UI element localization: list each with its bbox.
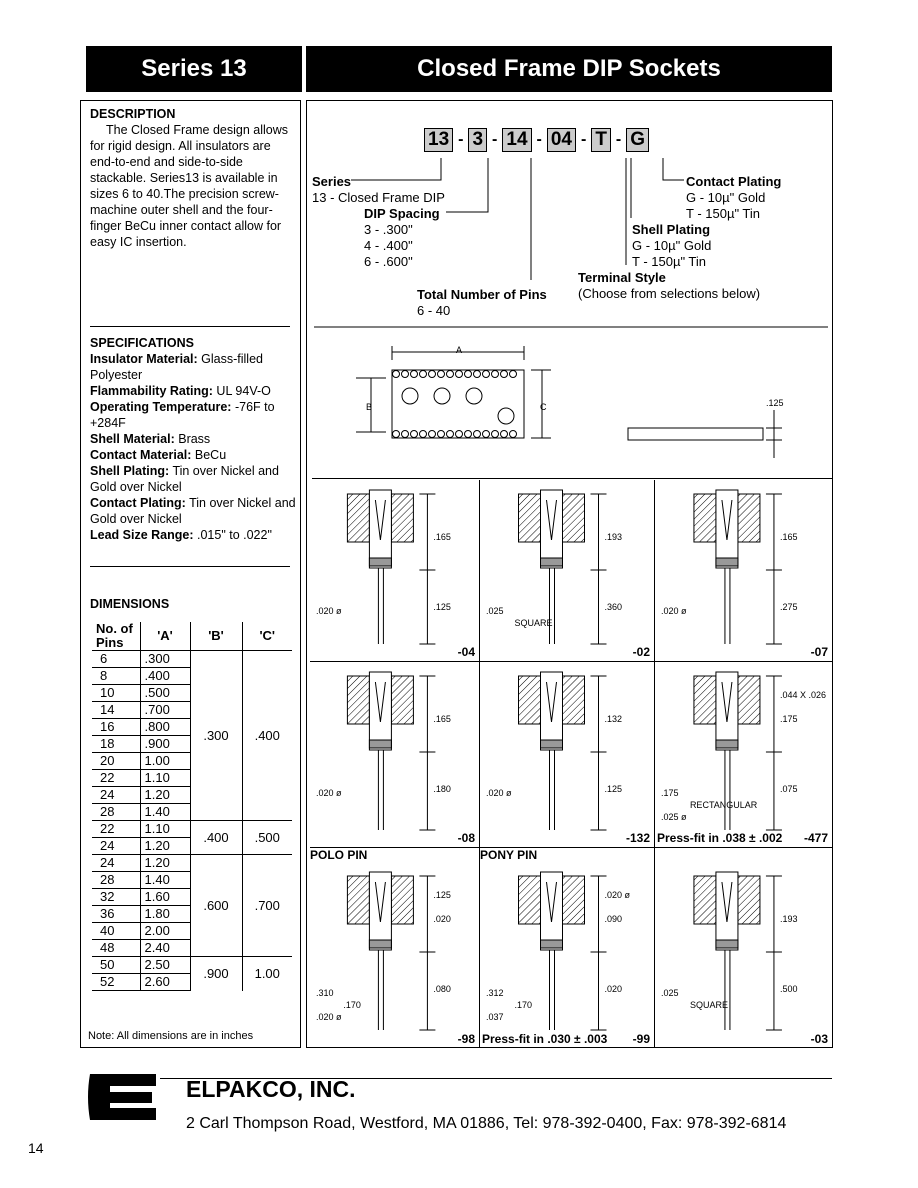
pin-hole (456, 371, 463, 378)
company-address: 2 Carl Thompson Road, Westford, MA 01886, Tel: 978-392-0400, Fax: 978-392-6814 (186, 1115, 787, 1132)
b-cell: .400 (190, 821, 242, 855)
pins-cell: 28 (92, 872, 140, 889)
style-label-2: Press-fit in .030 ± .003 (482, 1032, 608, 1046)
spec-label: Lead Size Range: (90, 528, 194, 542)
title-header (306, 46, 832, 92)
dimensions-table (92, 622, 297, 991)
spec-item (90, 383, 296, 399)
specifications-heading: SPECIFICATIONS (90, 336, 194, 350)
dimension-label: .175 (779, 714, 798, 724)
dimension-label: .165 (779, 532, 798, 542)
pins-cell: 48 (92, 940, 140, 957)
dip-spacing-0: 3 - .300" (364, 222, 413, 237)
spec-value: BeCu (194, 448, 227, 462)
dimension-label: RECTANGULAR (689, 800, 758, 810)
pin-hole (402, 431, 409, 438)
style-code: -04 (457, 645, 475, 659)
terminal-style-98 (310, 848, 480, 1048)
spec-item (90, 399, 296, 431)
dimensions-heading: DIMENSIONS (90, 597, 170, 611)
pin-hole (510, 431, 517, 438)
a-cell: .300 (140, 651, 190, 668)
dim-a-label: A (456, 345, 463, 355)
divider (90, 326, 290, 327)
col-pins-header: No. of Pins (92, 622, 140, 651)
pins-cell: 50 (92, 957, 140, 974)
terminal-style-99 (480, 848, 655, 1048)
pin-hole (438, 371, 445, 378)
dimension-label: .500 (779, 984, 798, 994)
dimension-label: .165 (433, 714, 451, 724)
a-cell: .700 (140, 702, 190, 719)
dimension-label: .025 (661, 988, 679, 998)
pin-hole (483, 371, 490, 378)
spec-value: Tin over Nickel and Gold over Nickel (90, 496, 296, 526)
style-label: POLO PIN (310, 848, 368, 862)
dimension-label: .037 (486, 1012, 504, 1022)
dimension-label: .025 ø (661, 812, 687, 822)
pin-hole (474, 371, 481, 378)
pin-hole (501, 371, 508, 378)
pins-cell: 10 (92, 685, 140, 702)
series-title: Series 13 (141, 55, 247, 82)
pins-cell: 8 (92, 668, 140, 685)
terminal-drawing (480, 480, 655, 662)
dimension-label: .275 (779, 602, 798, 612)
pin-hole (492, 371, 499, 378)
table-row (92, 821, 292, 838)
series-header (86, 46, 302, 92)
elpakco-logo (84, 1064, 160, 1130)
contact-plating-1: T - 150µ" Tin (686, 206, 761, 221)
table-row (92, 651, 292, 668)
spec-label: Shell Material: (90, 432, 175, 446)
a-cell: .900 (140, 736, 190, 753)
pin-hole (447, 431, 454, 438)
c-cell: .500 (242, 821, 292, 855)
a-cell: 1.40 (140, 872, 190, 889)
pins-cell: 52 (92, 974, 140, 991)
pins-cell: 24 (92, 838, 140, 855)
style-code: -08 (457, 831, 475, 845)
terminal-style-477 (655, 662, 832, 848)
pin-hole (402, 371, 409, 378)
shell-plating-callout (632, 222, 711, 270)
spec-item (90, 527, 296, 543)
terminal-drawing (480, 848, 655, 1048)
pin-hole (456, 431, 463, 438)
spec-label: Operating Temperature: (90, 400, 232, 414)
style-code: -477 (803, 831, 828, 845)
a-cell: 1.40 (140, 804, 190, 821)
a-cell: 1.60 (140, 889, 190, 906)
c-cell: .400 (242, 651, 292, 821)
dimension-label: .020 (604, 984, 623, 994)
a-cell: .800 (140, 719, 190, 736)
code-series: 13 (424, 128, 453, 152)
dim-height-label: .125 (766, 398, 784, 408)
terminal-label: Terminal Style (578, 270, 666, 285)
terminal-value: (Choose from selections below) (578, 286, 761, 301)
table-row (92, 855, 292, 872)
dimension-label: .175 (661, 788, 679, 798)
shell-plating-label: Shell Plating (632, 222, 711, 237)
dimension-label: .020 ø (316, 606, 342, 616)
pins-cell: 24 (92, 787, 140, 804)
shell-plating-1: T - 150µ" Tin (632, 254, 707, 269)
terminal-drawing (310, 480, 480, 662)
pins-callout (417, 287, 547, 319)
dimension-label: SQUARE (689, 1000, 728, 1010)
dimension-label: .360 (604, 602, 623, 612)
pin-hole (483, 431, 490, 438)
spec-value: Tin over Nickel and Gold over Nickel (90, 464, 279, 494)
table-row (92, 957, 292, 974)
pins-cell: 22 (92, 821, 140, 838)
dimension-label: .125 (433, 890, 451, 900)
pin-hole (429, 431, 436, 438)
dimensions-note: Note: All dimensions are in inches (88, 1030, 254, 1042)
col-b-header: 'B' (190, 622, 242, 651)
pins-value: 6 - 40 (417, 303, 451, 318)
spec-label: Contact Plating: (90, 496, 186, 510)
style-code: -07 (810, 645, 828, 659)
a-cell: 2.50 (140, 957, 190, 974)
specifications-section (90, 335, 296, 543)
pin-hole (447, 371, 454, 378)
terminal-callout (578, 270, 760, 302)
dimension-label: .193 (604, 532, 623, 542)
dimension-label: .125 (604, 784, 623, 794)
dimension-label: .020 ø (486, 788, 512, 798)
spec-item (90, 431, 296, 447)
style-code: -132 (625, 831, 650, 845)
col-a-header: 'A' (140, 622, 190, 651)
pin-hole (393, 431, 400, 438)
terminal-style-132 (480, 662, 655, 848)
dip-spacing-1: 4 - .400" (364, 238, 413, 253)
a-cell: 1.00 (140, 753, 190, 770)
dimension-label: .025 (486, 606, 504, 616)
description-section (90, 106, 296, 250)
pin-hole (510, 371, 517, 378)
contact-plating-callout (686, 174, 781, 222)
pin-hole (420, 371, 427, 378)
a-cell: .400 (140, 668, 190, 685)
pin-hole (411, 371, 418, 378)
style-label: PONY PIN (480, 848, 538, 862)
terminal-drawing (480, 662, 655, 848)
col-c-header: 'C' (242, 622, 292, 651)
dimension-label: .090 (604, 914, 623, 924)
terminal-drawing (655, 848, 832, 1048)
terminal-drawing (655, 480, 832, 662)
series-value: 13 - Closed Frame DIP (312, 190, 445, 205)
spec-value: -76F to +284F (90, 400, 275, 430)
a-cell: 2.40 (140, 940, 190, 957)
page-title: Closed Frame DIP Sockets (417, 55, 721, 82)
style-code: -03 (810, 1032, 828, 1046)
style-code: -02 (632, 645, 650, 659)
dimension-label: .310 (316, 988, 334, 998)
b-cell: .600 (190, 855, 242, 957)
part-number-code: 13 - 3 - 14 - 04 - T - G (424, 128, 649, 152)
code-spacing: 3 (468, 128, 487, 152)
terminal-style-08 (310, 662, 480, 848)
dimension-label: .170 (514, 1000, 533, 1010)
pin-hole (492, 431, 499, 438)
divider (90, 566, 290, 567)
dimension-label: .180 (433, 784, 451, 794)
terminal-style-04 (310, 480, 480, 662)
pins-cell: 20 (92, 753, 140, 770)
spec-item (90, 351, 296, 383)
contact-plating-label: Contact Plating (686, 174, 782, 189)
pin-hole (429, 371, 436, 378)
dimension-label: .193 (779, 914, 798, 924)
dim-c-label: C (540, 402, 547, 412)
dimension-label: .165 (433, 532, 451, 542)
dimension-label: .170 (343, 1000, 361, 1010)
description-heading: DESCRIPTION (90, 107, 176, 121)
c-cell: .700 (242, 855, 292, 957)
style-label: Press-fit in .038 ± .002 (657, 831, 783, 845)
dimension-label: .020 (433, 914, 451, 924)
pins-cell: 22 (92, 770, 140, 787)
a-cell: 1.20 (140, 838, 190, 855)
pin-hole (465, 431, 472, 438)
pin-hole (438, 431, 445, 438)
spec-label: Contact Material: (90, 448, 192, 462)
spec-value: .015" to .022" (196, 528, 272, 542)
pins-cell: 18 (92, 736, 140, 753)
socket-diagram (356, 340, 796, 470)
pin-hole (474, 431, 481, 438)
company-name: ELPAKCO, INC. (186, 1076, 356, 1102)
a-cell: 1.20 (140, 787, 190, 804)
pins-cell: 32 (92, 889, 140, 906)
code-pins: 14 (502, 128, 531, 152)
dimension-label: .020 ø (316, 788, 342, 798)
page-number: 14 (28, 1140, 44, 1156)
terminal-drawing (310, 662, 480, 848)
pins-cell: 16 (92, 719, 140, 736)
dip-spacing-2: 6 - .600" (364, 254, 413, 269)
dimension-label: .020 ø (661, 606, 687, 616)
a-cell: 2.60 (140, 974, 190, 991)
pin-hole (420, 431, 427, 438)
contact-plating-0: G - 10µ" Gold (686, 190, 766, 205)
divider (312, 478, 832, 479)
pin-hole (501, 431, 508, 438)
code-terminal: 04 (547, 128, 576, 152)
c-cell: 1.00 (242, 957, 292, 991)
spec-value: Glass-filled Polyester (90, 352, 263, 382)
a-cell: 2.00 (140, 923, 190, 940)
spec-label: Insulator Material: (90, 352, 198, 366)
spec-label: Shell Plating: (90, 464, 170, 478)
spec-value: Brass (178, 432, 211, 446)
pins-cell: 28 (92, 804, 140, 821)
dimension-label: .125 (433, 602, 451, 612)
dimension-label: .312 (486, 988, 504, 998)
pins-cell: 36 (92, 906, 140, 923)
spec-item (90, 447, 296, 463)
series-callout (312, 174, 445, 270)
spec-value: UL 94V-O (216, 384, 271, 398)
pin-hole (465, 371, 472, 378)
pins-cell: 6 (92, 651, 140, 668)
a-cell: 1.80 (140, 906, 190, 923)
pin-hole (393, 371, 400, 378)
terminal-style-02 (480, 480, 655, 662)
code-shell: T (591, 128, 611, 152)
spec-item (90, 463, 296, 495)
terminal-style-03 (655, 848, 832, 1048)
series-label: Series (312, 174, 352, 189)
code-contact: G (626, 128, 649, 152)
pins-label: Total Number of Pins (417, 287, 547, 302)
style-code: -99 (632, 1032, 650, 1046)
dip-spacing-label: DIP Spacing (364, 206, 440, 221)
dimension-label: .132 (604, 714, 623, 724)
dimension-label: .020 ø (316, 1012, 342, 1022)
pins-cell: 14 (92, 702, 140, 719)
dimension-label: .075 (779, 784, 798, 794)
dim-b-label: B (366, 402, 373, 412)
a-cell: 1.20 (140, 855, 190, 872)
spec-item (90, 495, 296, 527)
dimension-label: .044 X .026 (779, 690, 826, 700)
style-code: -98 (457, 1032, 475, 1046)
dimension-label: .080 (433, 984, 451, 994)
a-cell: 1.10 (140, 770, 190, 787)
pins-cell: 24 (92, 855, 140, 872)
a-cell: .500 (140, 685, 190, 702)
dimension-label: .020 ø (604, 890, 631, 900)
pin-hole (411, 431, 418, 438)
dimension-label: SQUARE (514, 618, 553, 628)
b-cell: .900 (190, 957, 242, 991)
description-text: The Closed Frame design allows for rigid design. All insulators are end-to-end and side-to-side stackable. Series13 is available in sizes 6 to 40.The precision screw-machine outer shell and the four-finger BeCu inner contact allow for easy IC insertion. (90, 123, 289, 249)
terminal-style-07 (655, 480, 832, 662)
pins-cell: 40 (92, 923, 140, 940)
spec-label: Flammability Rating: (90, 384, 213, 398)
a-cell: 1.10 (140, 821, 190, 838)
shell-plating-0: G - 10µ" Gold (632, 238, 712, 253)
b-cell: .300 (190, 651, 242, 821)
